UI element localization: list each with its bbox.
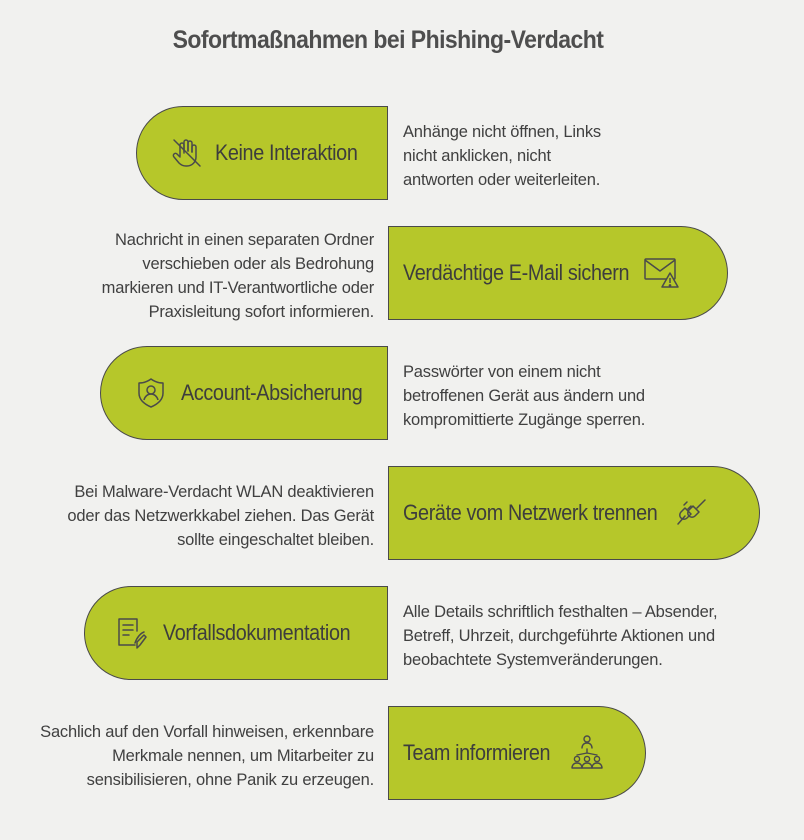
- unplug-icon: [672, 493, 712, 533]
- step-label: Vorfallsdokumentation: [163, 620, 351, 645]
- step-description: Bei Malware-Verdacht WLAN deaktivieren oder das Netzwerkkabel ziehen. Das Gerät sollte eingeschaltet bleiben.: [67, 483, 374, 549]
- step-label: Keine Interaktion: [215, 140, 358, 165]
- step-geraete-vom-netzwerk-trennen: [388, 466, 760, 560]
- shield-user-icon: [131, 373, 171, 413]
- step-description: Passwörter von einem nicht betroffenen Gerät aus ändern und kompromittierte Zugänge sperren.: [403, 363, 646, 429]
- step-account-absicherung: [100, 346, 388, 440]
- hand-off-icon: [167, 133, 207, 173]
- step-description: Anhänge nicht öffnen, Links nicht anklicken, nicht antworten oder weiterleiten.: [403, 123, 601, 189]
- step-description: Nachricht in einen separaten Ordner verschieben oder als Bedrohung markieren und IT-Verantwortliche oder Praxisleitung sofort informieren.: [101, 231, 374, 321]
- step-label: Verdächtige E-Mail sichern: [403, 260, 630, 285]
- step-vorfallsdokumentation: [84, 586, 388, 680]
- step-keine-interaktion: [136, 106, 388, 200]
- team-icon: [567, 733, 607, 773]
- page-title: Sofortmaßnahmen bei Phishing-Verdacht: [172, 26, 604, 54]
- step-label: Geräte vom Netzwerk trennen: [403, 500, 658, 525]
- step-team-informieren: [388, 706, 646, 800]
- step-description: Sachlich auf den Vorfall hinweisen, erkennbare Merkmale nennen, um Mitarbeiter zu sensibilisieren, ohne Panik zu erzeugen.: [40, 723, 374, 789]
- step-label: Team informieren: [403, 740, 551, 765]
- mail-warning-icon: [642, 253, 682, 293]
- step-description: Alle Details schriftlich festhalten – Absender, Betreff, Uhrzeit, durchgeführte Aktionen und beobachtete Systemveränderungen.: [403, 603, 718, 669]
- step-label: Account-Absicherung: [181, 380, 363, 405]
- document-sign-icon: [111, 613, 151, 653]
- step-verdaechtige-email-sichern: [388, 226, 728, 320]
